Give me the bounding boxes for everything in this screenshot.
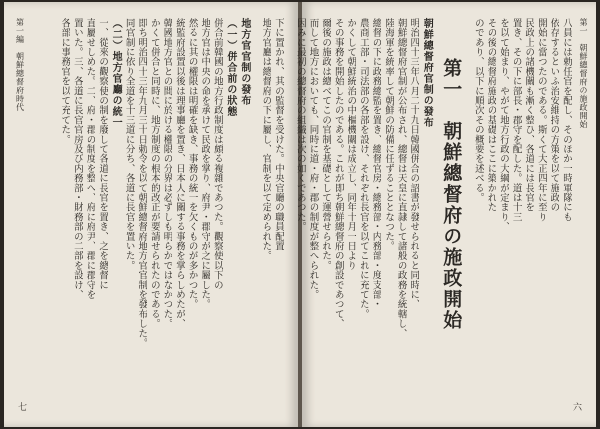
left-running-head: 第一編 朝鮮總督府時代 [15, 18, 25, 112]
right-body-top-line: のであり、以下に順次その概要を述べる。 [472, 18, 484, 203]
chapter-heading: 第一 朝鮮總督府の施政開始 [440, 58, 463, 331]
subsection-heading: （二）地方官廳の統一 [110, 18, 122, 128]
left-body-line: 同官制に依り全道を十三道に分ち、各道に長官を置いた。 [123, 18, 135, 271]
right-body-line: 農商工部・司法部の各部を設け、それぞれ長官を以てこれに充てた。 [357, 18, 369, 319]
right-body-line: その事務を開始したのである。これが即ち朝鮮總督府の創設であつて、 [332, 18, 344, 329]
right-body-top-line: 置き、その下に部長・郡守を配した。道は十三 [510, 18, 522, 222]
left-body-line: 即ち明治四十三年九月三十日勅令を以て朝鮮總督府地方官官制を發布した。 [136, 18, 148, 348]
right-page-columns [293, 18, 572, 370]
spacer [251, 18, 259, 370]
right-body-line: かくして朝鮮統治の中樞機關は成立し、同年十月一日より [345, 18, 357, 271]
right-page-number: 六 [572, 403, 582, 413]
left-body-line: 地方官は中央の命を承けて民政を掌り、府尹・郡守が之に屬した。 [199, 18, 211, 309]
right-body-line: 爾後の施政は總べてこの官制を基礎として運營せられた。 [320, 18, 332, 271]
section-heading: 朝鮮總督府官制の發布 [421, 18, 433, 128]
right-body-top-line: その後の總督府施政の基礎はここに築かれた [485, 18, 497, 212]
right-body-top-line: 開始に當つたのである。斯くて大正四年に至り [535, 18, 547, 222]
left-page [4, 2, 298, 427]
left-body-line: 各部に事務官を以て充てた。 [59, 18, 71, 145]
right-body-top-line: 依存するといふ治安維持の方策を以て施政の [548, 18, 560, 212]
left-page-columns [58, 18, 284, 370]
left-body-line: 統監府設置以後は理事廳を置き、日本人に關する事務を掌らしめたが、 [174, 18, 186, 329]
left-body-line: 一、從來の觀察使の制を廢して各道に長官を置き、之を總督に [97, 18, 109, 290]
right-body-line: 朝鮮總督府官制が公布され、總督は天皇に直隷して諸般の政務を統轄し、 [395, 18, 407, 339]
right-body-top-line: 八員には勅任官を配し、そのほか一時軍隊にも [561, 18, 572, 222]
book-spread [4, 2, 596, 427]
right-body-top-line: を以て始まり、やがて地方行政の大綱が定まり、 [498, 18, 510, 232]
left-body-line: 直屬せしめた。二、府・郡の制度を整へ、府に府尹、郡に郡守を [84, 18, 96, 300]
left-body-line: 韓國地方官との間に於ける權限の分界は必ずしも明らかではなかつた。 [161, 18, 173, 329]
left-body-line: かくて併合と同時に、地方制度の根本的改正が要請せられたのである。 [148, 18, 160, 329]
right-body-top-line: 民政上の諸機關も漸く整ひ、各道には長官を [523, 18, 535, 212]
right-body-line: 而して地方においても、同時に道・府・郡の制度が整へられた。 [307, 18, 319, 300]
right-body-line: 陸海軍を統率して朝鮮の防備に任ずることとなつた。 [383, 18, 395, 251]
left-body-line: 併合前韓國の地方行政制度は頗る複雜であつた。觀察使以下の [211, 18, 223, 290]
left-body-line: 然るに其の權限は明確を缺き、事務の統一を欠くものが多かつた。 [186, 18, 198, 309]
subsection-heading: （一）併合前の狀態 [224, 18, 236, 117]
right-page [294, 2, 596, 427]
section-heading: 地方官官制の發布 [238, 18, 250, 106]
right-body-line: 明治四十三年八月二十九日韓國併合の詔書が發せられると同時に、 [408, 18, 420, 309]
left-page-number: 七 [18, 403, 28, 413]
left-body-top-line: 地方官廳は總督府の下に屬し、官制を以て定められた。 [260, 18, 272, 261]
left-body-top-line: 下に置かれ、其の監督を受けた。中央官廳の職員配置 [273, 18, 284, 251]
right-body-line: 因みに最初の總督府の組織は次の如くであつた。 [294, 18, 306, 232]
left-body-line: 置いた。三、各道に長官官房及び内務部・財務部の二部を設け、 [71, 18, 83, 300]
right-body-line: 總督の下に政務總監を置き、總督官房・總務部・内務部・度支部・ [370, 18, 382, 309]
right-running-head: 第一 朝鮮總督府の施政開始 [579, 18, 588, 129]
